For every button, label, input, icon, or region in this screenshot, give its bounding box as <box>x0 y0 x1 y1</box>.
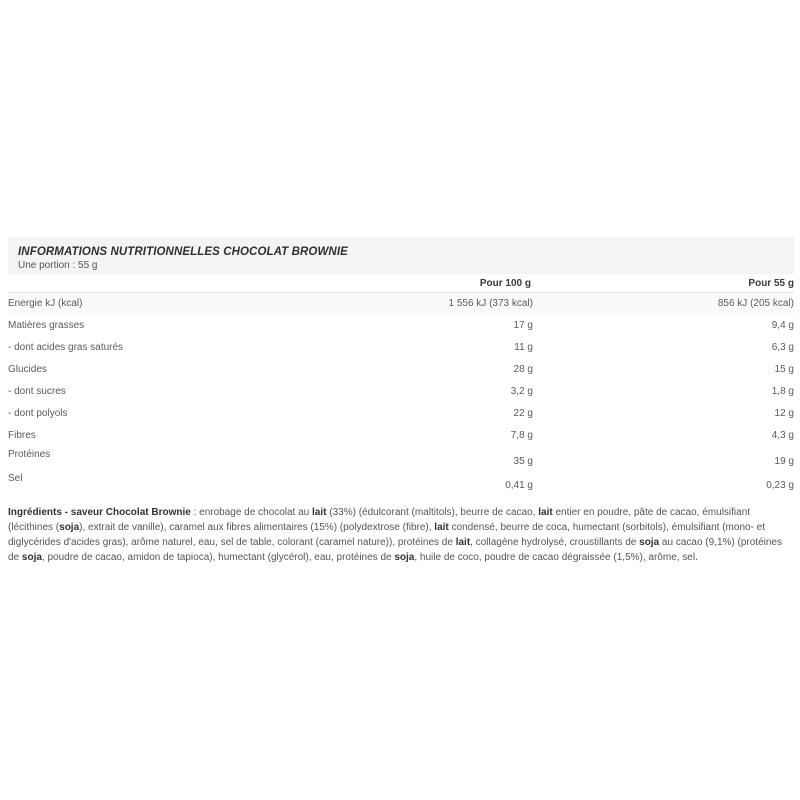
nutrition-title: INFORMATIONS NUTRITIONNELLES CHOCOLAT BROWNIE <box>18 246 348 258</box>
ingredient-part: au cacao (9,1%) (protéines de <box>8 537 782 563</box>
row-value-portion: 0,23 g <box>766 480 794 491</box>
row-label: - dont acides gras saturés <box>8 342 124 353</box>
row-value-100g: 11 g <box>514 342 533 353</box>
row-value-100g: 3,2 g <box>510 386 533 397</box>
column-header-per-100g: Pour 100 g <box>479 278 531 289</box>
row-label: Fibres <box>8 430 36 441</box>
ingredient-part: , huile de coco, poudre de cacao dégraissée (1,5%), arôme, sel. <box>414 552 698 563</box>
row-label: - dont polyols <box>8 408 68 419</box>
ingredients-text <box>8 505 794 565</box>
row-value-portion: 6,3 g <box>771 342 794 353</box>
ingredient-part: , collagène hydrolysé, croustillants de <box>470 537 640 548</box>
row-value-portion: 19 g <box>774 456 794 467</box>
row-value-100g: 0,41 g <box>505 480 533 491</box>
table-row <box>8 381 794 403</box>
table-row <box>8 337 794 359</box>
row-value-portion: 1,8 g <box>771 386 794 397</box>
row-label: Energie kJ (kcal) <box>8 298 83 309</box>
allergen-lait: lait <box>455 537 471 548</box>
ingredient-part: : enrobage de chocolat au <box>190 507 313 518</box>
ingredient-part: entier en poudre, pâte de cacao, émulsifiant (lécithines ( <box>8 507 751 533</box>
row-label: Sel <box>8 473 23 484</box>
row-label: Protéines <box>8 449 51 460</box>
allergen-lait: lait <box>538 507 553 518</box>
portion-size: Une portion : 55 g <box>18 260 98 271</box>
allergen-soja: soja <box>59 522 80 533</box>
ingredient-part: (33%) (édulcorant (maltitols), beurre de cacao, <box>326 507 539 518</box>
row-value-portion: 12 g <box>774 408 794 419</box>
row-value-100g: 35 g <box>513 456 533 467</box>
row-value-portion: 4,3 g <box>771 430 794 441</box>
nutrition-header <box>8 237 794 274</box>
allergen-soja: soja <box>394 552 415 563</box>
table-row <box>8 403 794 425</box>
table-row <box>8 471 794 495</box>
allergen-lait: lait <box>312 507 327 518</box>
table-header-row <box>8 274 794 293</box>
nutrition-panel <box>8 237 794 565</box>
ingredients-heading: Ingrédients - saveur Chocolat Brownie <box>8 507 191 518</box>
row-label: Glucides <box>8 364 47 375</box>
table-row <box>8 447 794 471</box>
allergen-soja: soja <box>639 537 660 548</box>
allergen-lait: lait <box>434 522 449 533</box>
column-header-per-portion: Pour 55 g <box>748 278 794 289</box>
row-value-portion: 856 kJ (205 kcal) <box>717 298 794 309</box>
ingredient-part: condensé, beurre de coca, humectant (sorbitols), émulsifiant (mono- et diglycérides d'acides gras), arôme naturel, eau, sel de table, colorant (caramel nature)), protéines de <box>8 522 766 548</box>
ingredient-part: , poudre de cacao, amidon de tapioca), humectant (glycérol), eau, protéines de <box>41 552 395 563</box>
row-value-100g: 17 g <box>513 320 533 331</box>
row-label: - dont sucres <box>8 386 66 397</box>
row-value-100g: 28 g <box>513 364 533 375</box>
ingredient-part: ), extrait de vanille), caramel aux fibres alimentaires (15%) (polydextrose (fibre), <box>79 522 435 533</box>
table-row <box>8 315 794 337</box>
table-row <box>8 425 794 447</box>
row-value-100g: 1 556 kJ (373 kcal) <box>448 298 533 309</box>
row-label: Matières grasses <box>8 320 85 331</box>
row-value-100g: 22 g <box>513 408 533 419</box>
allergen-soja: soja <box>21 552 42 563</box>
table-row <box>8 359 794 381</box>
nutrition-table <box>8 274 794 495</box>
row-value-100g: 7,8 g <box>510 430 533 441</box>
table-row <box>8 293 794 315</box>
row-value-portion: 15 g <box>774 364 794 375</box>
row-value-portion: 9,4 g <box>771 320 794 331</box>
